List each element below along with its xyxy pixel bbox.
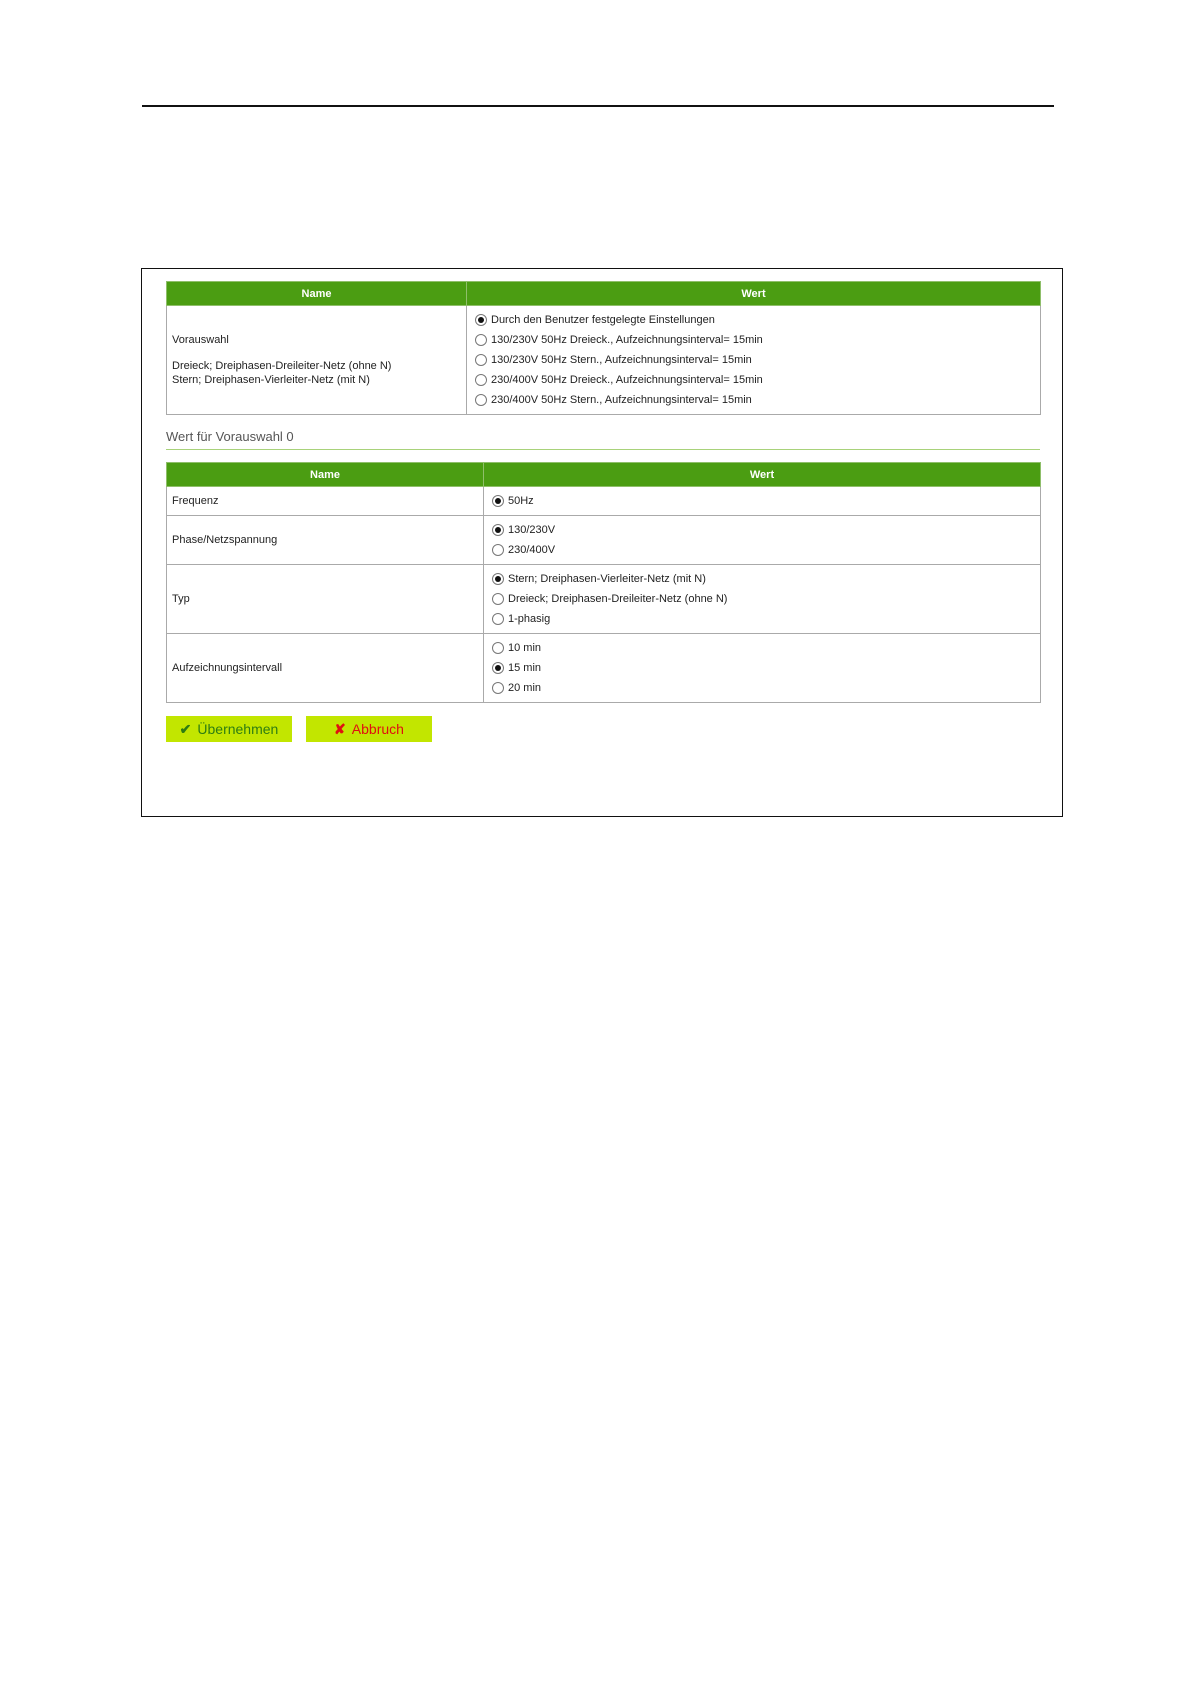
values-table — [166, 462, 1041, 703]
column-header-value: Wert — [467, 282, 1041, 306]
cancel-button-label: Abbruch — [351, 721, 404, 737]
radio-unselected-icon[interactable] — [492, 682, 504, 694]
column-header-name: Name — [167, 463, 484, 487]
voltage-option-label: 130/230V — [508, 524, 556, 536]
type-option-label: Stern; Dreiphasen-Vierleiter-Netz (mit N) — [508, 573, 706, 585]
settings-panel — [166, 281, 1040, 742]
preset-table — [166, 281, 1041, 415]
page-top-rule — [142, 105, 1054, 107]
table-row — [167, 306, 1041, 415]
type-option[interactable] — [492, 569, 1035, 589]
preset-option-label: 230/400V 50Hz Stern., Aufzeichnungsinterval= 15min — [491, 394, 752, 406]
apply-button-label: Übernehmen — [197, 721, 279, 737]
radio-selected-icon[interactable] — [475, 314, 487, 326]
frequency-option-label: 50Hz — [508, 495, 534, 507]
interval-option-label: 20 min — [508, 682, 542, 694]
interval-option[interactable] — [492, 678, 1035, 698]
type-option[interactable] — [492, 609, 1035, 629]
apply-button[interactable] — [166, 716, 292, 742]
row-label-type: Typ — [167, 565, 484, 634]
interval-option-label: 15 min — [508, 662, 542, 674]
preset-option-label: 130/230V 50Hz Stern., Aufzeichnungsinterval= 15min — [491, 354, 752, 366]
frequency-options-cell — [484, 487, 1041, 516]
preset-option[interactable] — [475, 390, 1035, 410]
radio-unselected-icon[interactable] — [492, 544, 504, 556]
preset-option-label: Durch den Benutzer festgelegte Einstellungen — [491, 314, 715, 326]
type-options-cell — [484, 565, 1041, 634]
preset-options-cell — [467, 306, 1041, 415]
radio-selected-icon[interactable] — [492, 524, 504, 536]
radio-selected-icon[interactable] — [492, 662, 504, 674]
type-option-label: 1-phasig — [508, 613, 551, 625]
cancel-button[interactable] — [306, 716, 432, 742]
preset-option[interactable] — [475, 310, 1035, 330]
screenshot-frame — [141, 268, 1063, 817]
preset-table-header — [167, 282, 1041, 306]
voltage-option-label: 230/400V — [508, 544, 556, 556]
radio-unselected-icon[interactable] — [475, 394, 487, 406]
interval-options-cell — [484, 634, 1041, 703]
radio-unselected-icon[interactable] — [475, 374, 487, 386]
voltage-option[interactable] — [492, 540, 1035, 560]
table-row — [167, 487, 1041, 516]
interval-option[interactable] — [492, 638, 1035, 658]
voltage-option[interactable] — [492, 520, 1035, 540]
interval-option[interactable] — [492, 658, 1035, 678]
preset-description-delta: Dreieck; Dreiphasen-Dreileiter-Netz (ohne N) — [172, 360, 392, 372]
voltage-options-cell — [484, 516, 1041, 565]
radio-selected-icon[interactable] — [492, 495, 504, 507]
radio-unselected-icon[interactable] — [475, 334, 487, 346]
row-label-voltage: Phase/Netzspannung — [167, 516, 484, 565]
table-row — [167, 516, 1041, 565]
preset-option[interactable] — [475, 370, 1035, 390]
frequency-option[interactable] — [492, 491, 1035, 511]
preset-option-label: 230/400V 50Hz Dreieck., Aufzeichnungsinterval= 15min — [491, 374, 763, 386]
column-header-value: Wert — [484, 463, 1041, 487]
type-option-label: Dreieck; Dreiphasen-Dreileiter-Netz (ohne N) — [508, 593, 728, 605]
action-buttons — [166, 716, 1040, 742]
radio-unselected-icon[interactable] — [475, 354, 487, 366]
section-title: Wert für Vorauswahl 0 — [166, 428, 1040, 450]
preset-description-star: Stern; Dreiphasen-Vierleiter-Netz (mit N) — [172, 374, 370, 386]
row-label-frequency: Frequenz — [167, 487, 484, 516]
table-row — [167, 634, 1041, 703]
preset-label: Vorauswahl — [172, 334, 229, 346]
radio-unselected-icon[interactable] — [492, 593, 504, 605]
row-label-interval: Aufzeichnungsintervall — [167, 634, 484, 703]
preset-name-cell — [167, 306, 467, 415]
type-option[interactable] — [492, 589, 1035, 609]
preset-option[interactable] — [475, 330, 1035, 350]
table-row — [167, 565, 1041, 634]
radio-unselected-icon[interactable] — [492, 613, 504, 625]
preset-option-label: 130/230V 50Hz Dreieck., Aufzeichnungsinterval= 15min — [491, 334, 763, 346]
values-table-header — [167, 463, 1041, 487]
column-header-name: Name — [167, 282, 467, 306]
cross-icon: ✘ — [334, 720, 346, 737]
radio-selected-icon[interactable] — [492, 573, 504, 585]
radio-unselected-icon[interactable] — [492, 642, 504, 654]
preset-option[interactable] — [475, 350, 1035, 370]
interval-option-label: 10 min — [508, 642, 542, 654]
checkmark-icon: ✔ — [179, 720, 192, 737]
